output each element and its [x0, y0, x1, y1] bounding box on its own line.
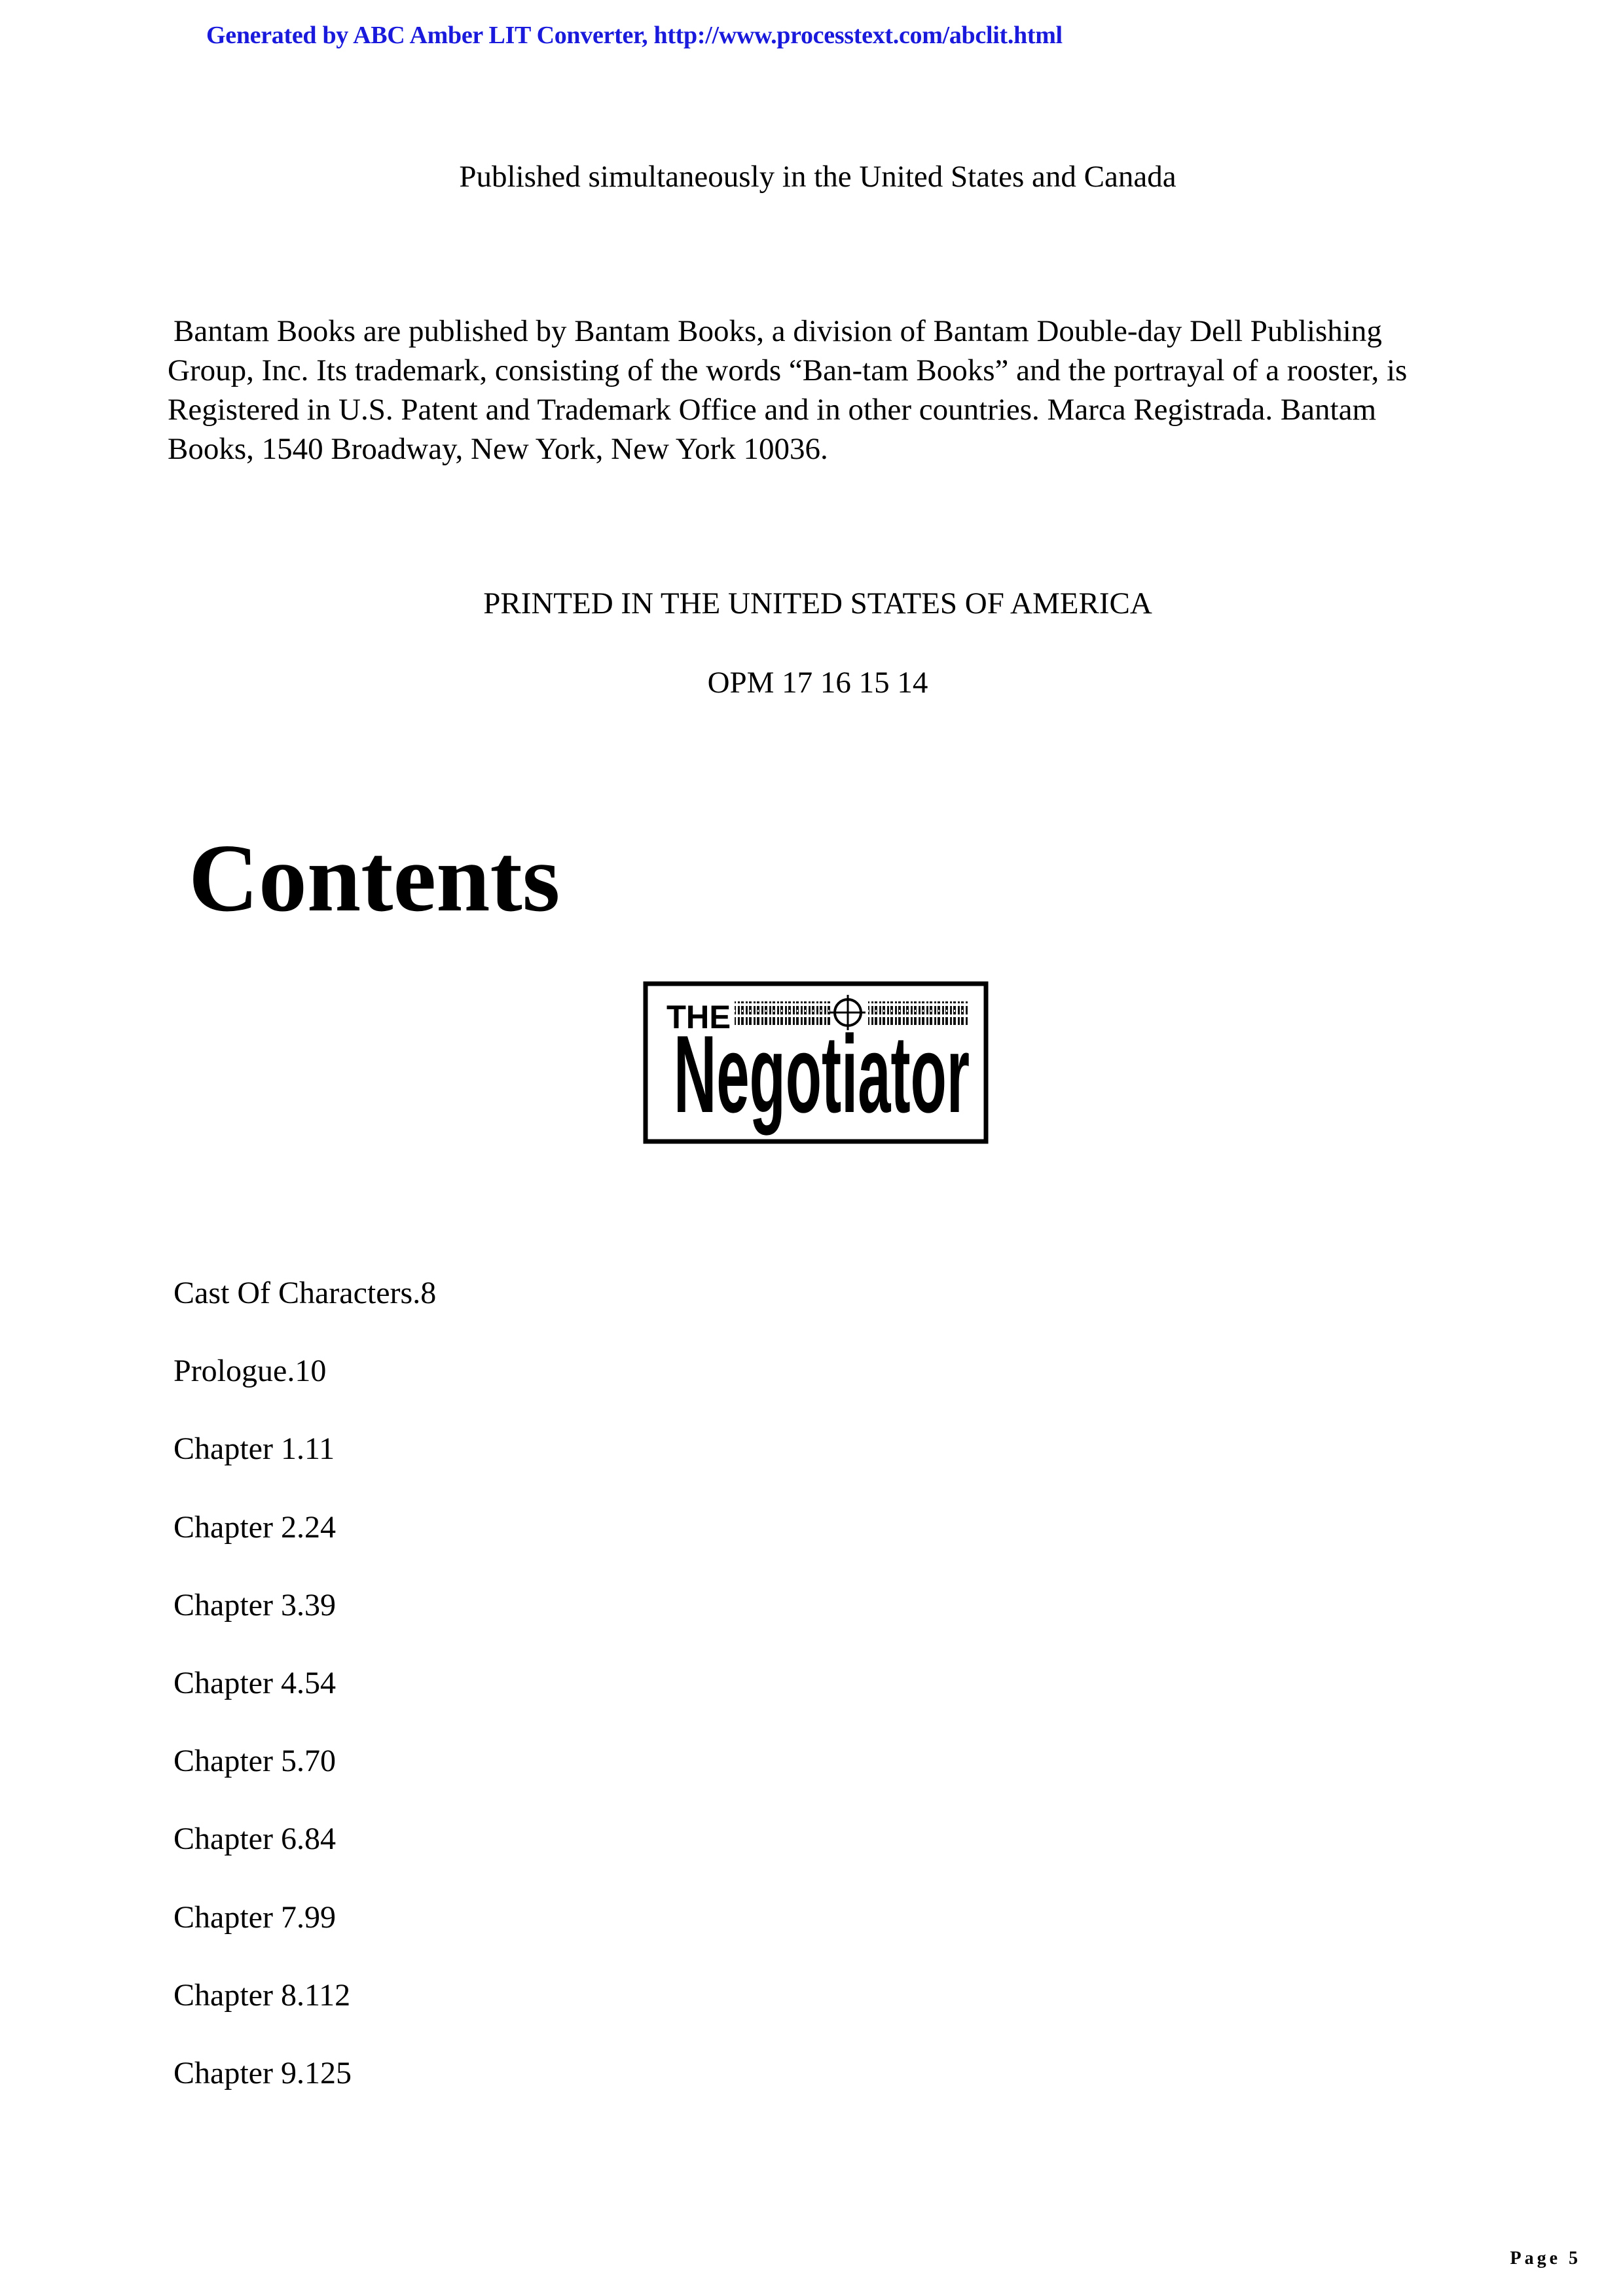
- contents-heading: Contents: [189, 825, 560, 932]
- toc-entry[interactable]: Chapter 6.84: [173, 1821, 336, 1857]
- trademark-line: Registered in U.S. Patent and Trademark Office and in other countries. Marca Registrada. Bantam: [168, 393, 1377, 427]
- trademark-line: Group, Inc. Its trademark, consisting of the words “Ban-tam Books” and the portrayal of a rooster, is: [168, 353, 1408, 387]
- printing-code: OPM 17 16 15 14: [707, 666, 928, 700]
- toc-entry[interactable]: Cast Of Characters.8: [173, 1276, 437, 1310]
- printed-in-notice: PRINTED IN THE UNITED STATES OF AMERICA: [483, 586, 1152, 620]
- page-number: Page 5: [1510, 2248, 1581, 2269]
- toc-entry[interactable]: Chapter 2.24: [173, 1509, 336, 1545]
- converter-notice-link[interactable]: Generated by ABC Amber LIT Converter, http://www.processtext.com/abclit.html: [206, 22, 1063, 49]
- logo-title: Negotiator: [674, 1013, 970, 1136]
- trademark-paragraph: [168, 312, 1407, 469]
- trademark-line: Books, 1540 Broadway, New York, New York 10036.: [168, 432, 828, 466]
- toc-entry[interactable]: Chapter 4.54: [173, 1665, 336, 1700]
- table-of-contents: [173, 1274, 436, 2132]
- toc-entry[interactable]: Chapter 3.39: [173, 1587, 336, 1623]
- trademark-line: Bantam Books are published by Bantam Books, a division of Bantam Double-day Dell Publishing: [173, 314, 1382, 348]
- publication-note: Published simultaneously in the United States and Canada: [459, 160, 1176, 194]
- toc-entry[interactable]: Chapter 9.125: [173, 2055, 352, 2090]
- toc-entry[interactable]: Chapter 1.11: [173, 1431, 335, 1467]
- negotiator-logo: [643, 981, 989, 1144]
- toc-entry[interactable]: Chapter 7.99: [173, 1899, 336, 1935]
- toc-entry[interactable]: Chapter 8.112: [173, 1977, 351, 2013]
- toc-entry[interactable]: Prologue.10: [173, 1354, 327, 1389]
- toc-entry[interactable]: Chapter 5.70: [173, 1744, 336, 1779]
- logo-prefix: THE: [666, 999, 731, 1035]
